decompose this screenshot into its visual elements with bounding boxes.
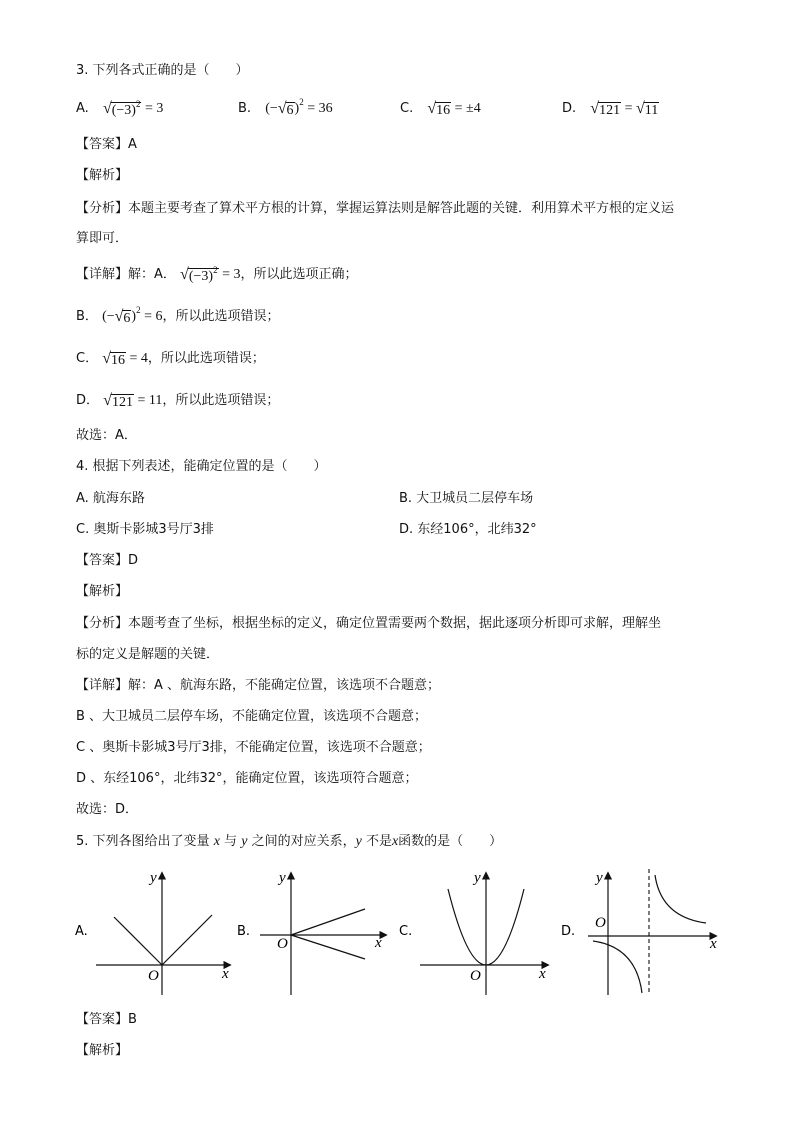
q3-a-radicand: (−3) bbox=[111, 103, 136, 118]
q3-detail-d bbox=[76, 392, 279, 410]
q5-stem-2: 与 bbox=[224, 834, 238, 849]
sqrt-icon: √ $(-3)^2$ bbox=[180, 265, 218, 284]
graph-a-y-label: y bbox=[150, 870, 157, 886]
graph-d-origin: O bbox=[595, 915, 606, 931]
q3-detail-a bbox=[76, 266, 357, 284]
q3-conclusion: 故选：A． bbox=[76, 428, 137, 443]
q3-detail-b-radicand: 6 bbox=[123, 311, 131, 326]
q4-option-d: D. 东经106°，北纬32° bbox=[399, 522, 537, 537]
q5-var-y-2: y bbox=[355, 834, 362, 849]
q4-option-c: C. 奥斯卡影城3号厅3排 bbox=[76, 522, 214, 537]
graph-a-ray-left bbox=[114, 917, 162, 965]
q3-d-radicand: 121 bbox=[599, 103, 621, 118]
q3-detail-d-radicand: 121 bbox=[111, 395, 133, 410]
q4-detail-2: B 、大卫城员二层停车场，不能确定位置，该选项不合题意； bbox=[76, 709, 428, 724]
q4-detail-4: D 、东经106°，北纬32°，能确定位置，该选项符合题意； bbox=[76, 771, 418, 786]
q3-detail-prefix: 【详解】解：A． bbox=[76, 267, 176, 283]
graph-a bbox=[72, 865, 242, 1000]
q3-b-label: B. bbox=[238, 101, 252, 117]
q3-detail-b bbox=[76, 305, 280, 326]
q3-analysis-1: 【分析】本题主要考查了算术平方根的计算，掌握运算法则是解答此题的关键．利用算术平方根的定义运 bbox=[76, 201, 675, 216]
graph-a-ray-right bbox=[162, 915, 212, 965]
q3-c-label: C. bbox=[400, 101, 414, 117]
graph-b-y-label: y bbox=[279, 870, 286, 886]
q3-detail-b-close: ) bbox=[131, 309, 137, 325]
graph-a-x-label: x bbox=[222, 966, 229, 982]
q5-answer: 【答案】B bbox=[76, 1012, 137, 1027]
q3-detail-a-radicand: (−3) bbox=[188, 269, 214, 284]
q5-stem bbox=[76, 833, 502, 851]
graph-b-label: B. bbox=[237, 924, 251, 939]
q5-var-x-2: x bbox=[391, 834, 399, 849]
q5-stem-4: 不是 bbox=[365, 834, 392, 849]
q3-b-close: ) bbox=[294, 101, 300, 117]
graph-d-x-label: x bbox=[710, 936, 717, 952]
q3-d-eq: = bbox=[624, 101, 633, 117]
graph-c-origin: O bbox=[470, 968, 481, 984]
q3-detail-c-radicand: 16 bbox=[111, 353, 125, 368]
q4-analysis-2: 标的定义是解题的关键． bbox=[76, 647, 220, 662]
q4-conclusion: 故选：D． bbox=[76, 802, 139, 817]
graph-b-ray-lower bbox=[291, 935, 365, 959]
graph-c-y-label: y bbox=[474, 870, 481, 886]
q3-detail-d-prefix: D． bbox=[76, 393, 100, 409]
sqrt-icon: √ 11 bbox=[635, 100, 659, 118]
q3-answer: 【答案】A bbox=[76, 137, 137, 152]
q3-detail-b-rhs: = 6 bbox=[144, 309, 163, 325]
q3-d-label: D. bbox=[562, 101, 577, 117]
graph-d-branch-right bbox=[655, 875, 706, 923]
q3-analysis-2: 算即可． bbox=[76, 231, 129, 246]
q3-option-c bbox=[400, 100, 481, 118]
q3-option-b bbox=[238, 97, 333, 118]
graph-b-x-label: x bbox=[375, 935, 382, 951]
q3-option-d bbox=[562, 100, 659, 118]
sqrt-icon: √ 6 bbox=[114, 308, 131, 326]
graph-b-origin: O bbox=[277, 936, 288, 952]
q3-detail-a-tail: ，所以此选项正确； bbox=[240, 267, 358, 283]
graph-c-x-label: x bbox=[539, 966, 546, 982]
q3-c-radicand: 16 bbox=[436, 103, 451, 118]
graph-b-ray-upper bbox=[291, 909, 365, 935]
q3-detail-c-rhs: = 4 bbox=[129, 351, 148, 367]
q3-b-radicand: 6 bbox=[286, 103, 294, 118]
q3-detail-d-tail: ，所以此选项错误； bbox=[162, 393, 280, 409]
q3-detail-b-prefix: B． bbox=[76, 309, 98, 325]
graph-d-y-label: y bbox=[596, 870, 603, 886]
q3-b-open: (− bbox=[265, 101, 278, 117]
q3-a-rhs: = 3 bbox=[144, 101, 164, 117]
q3-detail-b-tail: ，所以此选项错误； bbox=[162, 309, 280, 325]
sqrt-icon: √ 16 bbox=[102, 350, 125, 368]
sqrt-icon: √ $(-3)^2$ bbox=[102, 99, 141, 118]
q3-a-label: A. bbox=[76, 101, 89, 117]
q3-stem: 3. 下列各式正确的是（ ） bbox=[76, 63, 249, 78]
graph-c bbox=[396, 865, 556, 1000]
q3-detail-b-exp: 2 bbox=[136, 305, 141, 316]
graph-d-label: D. bbox=[561, 924, 576, 939]
q5-stem-1: 5. 下列各图给出了变量 bbox=[76, 834, 210, 849]
graph-d bbox=[558, 865, 728, 1000]
graph-a-label: A. bbox=[75, 924, 88, 939]
q3-d-radicand-2: 11 bbox=[644, 103, 659, 118]
q4-stem: 4. 根据下列表述，能确定位置的是（ ） bbox=[76, 459, 327, 474]
q4-option-a: A. 航海东路 bbox=[76, 491, 145, 506]
q3-detail-c-prefix: C． bbox=[76, 351, 99, 367]
q4-jiexi: 【解析】 bbox=[76, 584, 129, 599]
graph-d-branch-left bbox=[593, 941, 642, 993]
q5-jiexi: 【解析】 bbox=[76, 1043, 129, 1058]
q3-option-a bbox=[76, 100, 163, 118]
q3-detail-b-open: (− bbox=[102, 309, 115, 325]
q5-stem-3: 之间的对应关系， bbox=[251, 834, 356, 849]
q3-jiexi: 【解析】 bbox=[76, 168, 129, 183]
sqrt-icon: √ 121 bbox=[103, 392, 133, 410]
q3-detail-d-rhs: = 11 bbox=[137, 393, 163, 409]
q4-option-b: B. 大卫城员二层停车场 bbox=[399, 491, 534, 506]
q3-c-rhs: = ±4 bbox=[454, 101, 481, 117]
q3-detail-c bbox=[76, 350, 265, 368]
q4-detail-1: 【详解】解：A 、航海东路，不能确定位置，该选项不合题意； bbox=[76, 678, 441, 693]
graph-a-origin: O bbox=[148, 968, 159, 984]
q3-detail-a-exp: 2 bbox=[213, 265, 218, 275]
graph-c-label: C. bbox=[399, 924, 413, 939]
q5-var-y: y bbox=[241, 834, 248, 849]
graph-b bbox=[234, 865, 399, 1000]
q3-b-exp: 2 bbox=[299, 97, 304, 108]
q4-detail-3: C 、奥斯卡影城3号厅3排，不能确定位置，该选项不合题意； bbox=[76, 740, 431, 755]
q3-b-rhs: = 36 bbox=[307, 101, 333, 117]
q5-var-x: x bbox=[213, 834, 220, 849]
q4-answer: 【答案】D bbox=[76, 553, 139, 568]
q3-a-exp: 2 bbox=[135, 99, 141, 109]
q3-detail-a-rhs: = 3 bbox=[222, 267, 241, 283]
q3-detail-c-tail: ，所以此选项错误； bbox=[147, 351, 265, 367]
sqrt-icon: √ 6 bbox=[277, 100, 294, 118]
q4-analysis-1: 【分析】本题考查了坐标，根据坐标的定义，确定位置需要两个数据，据此逐项分析即可求解，理解坐 bbox=[76, 616, 662, 631]
sqrt-icon: √ 121 bbox=[590, 100, 621, 118]
q5-stem-5: 函数的是（ ） bbox=[398, 834, 503, 849]
sqrt-icon: √ 16 bbox=[427, 100, 451, 118]
